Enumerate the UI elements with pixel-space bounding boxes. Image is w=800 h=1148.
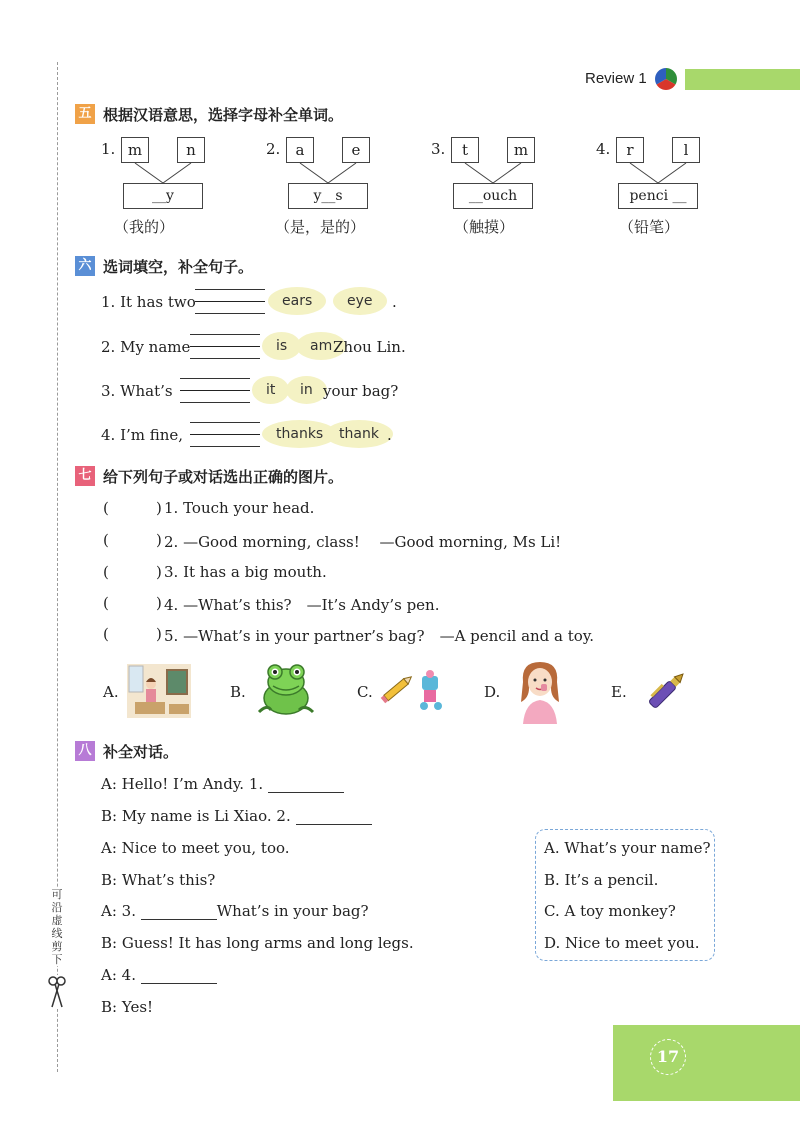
answer-paren-open[interactable]: (	[103, 594, 109, 612]
section-7-icon: 七	[75, 466, 95, 486]
option-b: B. It’s a pencil.	[544, 871, 659, 889]
pencil-toy-icon	[380, 668, 446, 714]
word-option[interactable]: ears	[268, 287, 326, 315]
pen-icon	[640, 665, 692, 717]
answer-blank[interactable]	[141, 969, 217, 984]
picture-label-e: E.	[611, 683, 627, 701]
word-option[interactable]: is	[262, 332, 301, 360]
section-5-title: 根据汉语意思，选择字母补全单词。	[103, 106, 344, 124]
letter-box[interactable]: n	[177, 137, 205, 163]
picture-label-d: D.	[484, 683, 501, 701]
letter-box[interactable]: l	[672, 137, 700, 163]
word-option[interactable]: in	[286, 376, 327, 404]
header-title: Review 1	[585, 70, 647, 87]
answer-blank[interactable]	[268, 778, 344, 793]
classroom-icon	[127, 664, 191, 718]
section-8-icon: 八	[75, 741, 95, 761]
letter-box[interactable]: a	[286, 137, 314, 163]
scissors-icon	[46, 975, 68, 1009]
answer-paren-open[interactable]: (	[103, 563, 109, 581]
word-option[interactable]: am	[296, 332, 346, 360]
word-box: __y	[123, 183, 203, 209]
answer-paren-open[interactable]: (	[103, 531, 109, 549]
dialogue-line-2: B: My name is Li Xiao. 2.	[101, 807, 372, 825]
picture-label-c: C.	[357, 683, 373, 701]
girl-icon	[515, 658, 565, 724]
page-number: 17	[650, 1039, 686, 1075]
answer-blank[interactable]	[190, 323, 260, 359]
letter-box[interactable]: m	[121, 137, 149, 163]
option-c: C. A toy monkey?	[544, 902, 676, 920]
meaning: （触摸）	[454, 218, 515, 236]
answer-blank[interactable]	[180, 367, 250, 403]
section-8-title: 补全对话。	[103, 743, 179, 761]
answer-blank[interactable]	[141, 905, 217, 920]
word-connector-lines	[0, 0, 800, 200]
dialogue-line-3: A: Nice to meet you, too.	[101, 839, 290, 857]
answer-paren-open[interactable]: (	[103, 499, 109, 517]
letter-box[interactable]: r	[616, 137, 644, 163]
page-number-block	[613, 1025, 800, 1101]
cut-hint: 可 沿 虚 线 剪 下	[48, 888, 66, 966]
word-option[interactable]: thank	[325, 420, 393, 448]
picture-label-a: A.	[103, 683, 119, 701]
option-d: D. Nice to meet you.	[544, 934, 700, 952]
dialogue-line-7: A: 4.	[101, 966, 217, 984]
word-box: penci __	[618, 183, 698, 209]
meaning: （我的）	[114, 218, 175, 236]
section-5-icon: 五	[75, 104, 95, 124]
dialogue-line-6: B: Guess! It has long arms and long legs.	[101, 934, 414, 952]
dialogue-line-5: A: 3. What’s in your bag?	[101, 902, 369, 920]
word-option[interactable]: thanks	[262, 420, 337, 448]
answer-blank[interactable]	[195, 278, 265, 314]
meaning: （铅笔）	[619, 218, 680, 236]
dialogue-line-8: B: Yes!	[101, 998, 154, 1016]
section-7-title: 给下列句子或对话选出正确的图片。	[103, 468, 344, 486]
word-option[interactable]: it	[252, 376, 289, 404]
picture-label-b: B.	[230, 683, 246, 701]
letter-box[interactable]: t	[451, 137, 479, 163]
word-option[interactable]: eye	[333, 287, 387, 315]
option-a: A. What’s your name?	[544, 839, 711, 857]
letter-box[interactable]: e	[342, 137, 370, 163]
word-box: __ouch	[453, 183, 533, 209]
section-6-title: 选词填空，补全句子。	[103, 258, 254, 276]
dialogue-line-1: A: Hello! I’m Andy. 1.	[101, 775, 344, 793]
answer-paren-open[interactable]: (	[103, 625, 109, 643]
dialogue-line-4: B: What’s this?	[101, 871, 216, 889]
word-box: y__s	[288, 183, 368, 209]
answer-blank[interactable]	[296, 810, 372, 825]
meaning: （是，是的）	[275, 218, 366, 236]
answer-blank[interactable]	[190, 411, 260, 447]
letter-box[interactable]: m	[507, 137, 535, 163]
frog-icon	[253, 660, 319, 722]
section-6-icon: 六	[75, 256, 95, 276]
